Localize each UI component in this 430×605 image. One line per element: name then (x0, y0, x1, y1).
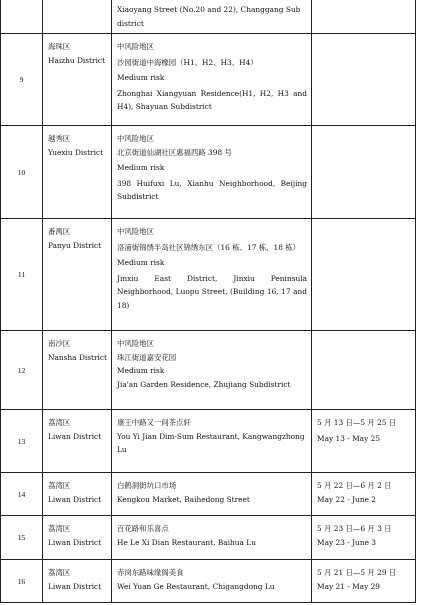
area-cell (112, 219, 312, 331)
area-cell (112, 331, 312, 410)
table-row (1, 331, 416, 410)
date-cell (312, 34, 416, 126)
address-en: 398 Huifuxi Lu, Xianhu Neighborhood, Beijing Subdistrict (117, 178, 307, 201)
date-cell (312, 516, 416, 560)
date-range-en: May 13 - May 25 (317, 433, 381, 443)
table-row (1, 126, 416, 219)
row-number: 12 (1, 331, 43, 410)
address-en: district (117, 18, 144, 28)
district-cell (43, 331, 112, 410)
risk-level-cn: 中风险地区 (117, 134, 154, 143)
date-range-en: May 21 - May 29 (317, 581, 381, 591)
district-cell (43, 410, 112, 473)
district-en: Panyu District (48, 240, 102, 250)
risk-level-en: Medium risk (117, 163, 165, 172)
row-number: 16 (1, 560, 43, 603)
district-en: Liwan District (48, 431, 102, 441)
row-number: 9 (1, 34, 43, 126)
district-cn: 海珠区 (48, 42, 71, 51)
risk-level-cn: 中风险地区 (117, 42, 154, 51)
risk-level-en: Medium risk (117, 73, 165, 82)
risk-level-en: Medium risk (117, 366, 165, 375)
area-cell (112, 516, 312, 560)
address-en: Xiaoyang Street (No.20 and 22), Changgang Sub (117, 5, 301, 14)
address-en: Jinxiu East District, Jinxiu Peninsula Neighborhood, Luopu Street, (Building 16, 17 and 18) (117, 273, 307, 310)
address-cn: 珠江街道嘉安花园 (117, 352, 177, 362)
table-row (1, 473, 416, 516)
risk-level-cn: 中风险地区 (117, 339, 154, 348)
date-range-en: May 22 - June 2 (317, 494, 377, 504)
district-cn: 荔湾区 (48, 568, 71, 577)
place-en: You Yi Jian Dim-Sum Restaurant, Kangwangzhong Lu (117, 431, 305, 454)
place-cn: 百花路和乐喜点 (117, 524, 169, 533)
area-cell (112, 410, 312, 473)
place-cn: 赤岗东路味缘阁美食 (117, 568, 184, 577)
date-cell (312, 0, 416, 34)
place-en: He Le Xi Dian Restaurant, Baihua Lu (117, 537, 256, 547)
date-range-cn: 5 月 13 日—5 月 25 日 (317, 418, 397, 427)
date-range-cn: 5 月 23 日—6 月 3 日 (317, 524, 392, 533)
address-cn: 北京街道仙湖社区惠福西路 398 号 (117, 147, 232, 157)
risk-level-cn: 中风险地区 (117, 227, 154, 236)
district-cell (43, 0, 112, 34)
date-cell (312, 473, 416, 516)
row-number: 10 (1, 126, 43, 219)
date-cell (312, 410, 416, 473)
number-cell (1, 0, 43, 34)
table-row (1, 410, 416, 473)
address-cn: 洛浦街锦绣半岛社区锦绣东区（16 栋、17 栋、18 栋） (117, 242, 301, 252)
district-en: Haizhu District (48, 55, 106, 65)
area-cell (112, 0, 312, 34)
address-cn: 沙园街道中海橡园（H1、H2、H3、H4） (117, 57, 258, 67)
district-cn: 越秀区 (48, 134, 71, 143)
address-en: Zhonghai Xiangyuan Residence(H1, H2, H3 and H4), Shayuan Subdistrict (117, 88, 307, 111)
date-cell (312, 560, 416, 603)
date-range-cn: 5 月 21 日—5 月 29 日 (317, 568, 397, 577)
district-en: Liwan District (48, 537, 102, 547)
date-cell (312, 126, 416, 219)
place-cn: 康王中路又一间茶点轩 (117, 418, 191, 427)
table-row (1, 34, 416, 126)
date-range-en: May 23 - June 3 (317, 537, 377, 547)
district-en: Nansha District (48, 352, 107, 362)
district-cell (43, 560, 112, 603)
district-cn: 荔湾区 (48, 524, 71, 533)
district-en: Yuexiu District (48, 147, 104, 157)
area-cell (112, 126, 312, 219)
area-cell (112, 560, 312, 603)
district-en: Liwan District (48, 581, 102, 591)
district-en: Liwan District (48, 494, 102, 504)
area-cell (112, 34, 312, 126)
table-row (1, 219, 416, 331)
table-row (1, 560, 416, 603)
area-cell (112, 473, 312, 516)
address-en: Jia'an Garden Residence, Zhujiang Subdistrict (117, 379, 291, 389)
place-en: Wei Yuan Ge Restaurant, Chigangdong Lu (117, 581, 275, 591)
row-number: 13 (1, 410, 43, 473)
table-row-continued (1, 0, 416, 34)
row-number: 15 (1, 516, 43, 560)
district-cn: 荔湾区 (48, 481, 71, 490)
place-cn: 白鹤洞街坑口市场 (117, 481, 177, 490)
district-cell (43, 126, 112, 219)
district-cn: 荔湾区 (48, 418, 71, 427)
table-row (1, 516, 416, 560)
date-range-cn: 5 月 22 日—6 月 2 日 (317, 481, 392, 490)
district-cell (43, 473, 112, 516)
row-number: 11 (1, 219, 43, 331)
district-cn: 南沙区 (48, 339, 71, 348)
district-cell (43, 219, 112, 331)
district-cell (43, 34, 112, 126)
district-cn: 番禺区 (48, 227, 71, 236)
date-cell (312, 219, 416, 331)
date-cell (312, 331, 416, 410)
risk-level-en: Medium risk (117, 258, 165, 267)
district-cell (43, 516, 112, 560)
place-en: Kengkou Market, Baihedong Street (117, 494, 250, 504)
row-number: 14 (1, 473, 43, 516)
